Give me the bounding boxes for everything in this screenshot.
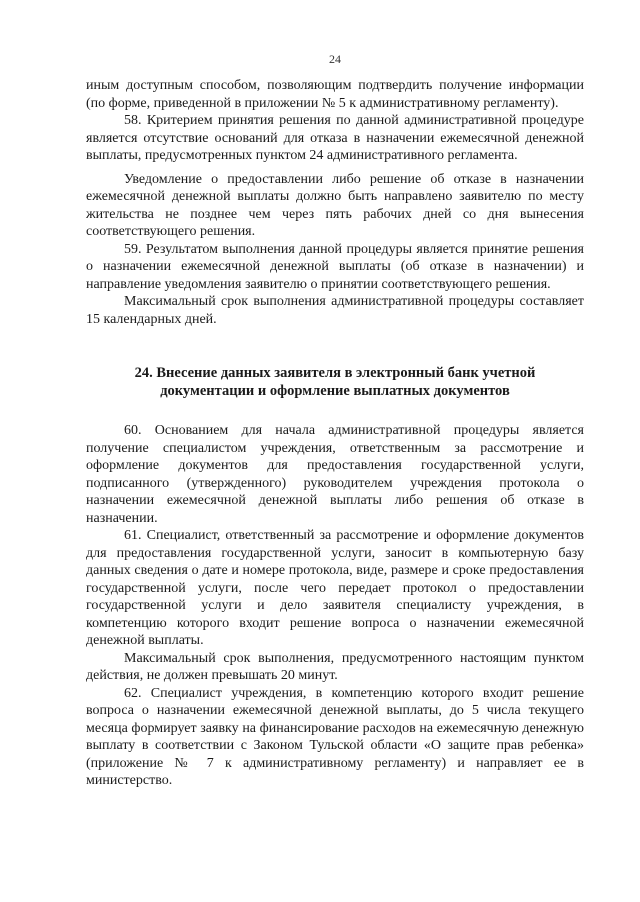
paragraph-59: 59. Результатом выполнения данной процедуры является принятие решения о назначении ежемесячной денежной выплаты (об отказе в назначении) и направление уведомления заявителю о принятии соответствующего решения. bbox=[86, 241, 584, 292]
paragraph-58-notice: Уведомление о предоставлении либо решение об отказе в назначении ежемесячной денежной выплаты должно быть направлено заявителю по месту жительства не позднее чем через пять рабочих дней со дня вынесения соответствующего решения. bbox=[86, 171, 584, 239]
paragraph-60: 60. Основанием для начала административной процедуры является получение специалистом учреждения, ответственным за рассмотрение и оформление документов для предоставления государственной услуги, подписанного (утвержденного) руководителем учреждения протокола о назначении ежемесячной денежной выплаты либо решения об отказе в назначении. bbox=[86, 423, 584, 526]
section-title-line-2: документации и оформление выплатных документов bbox=[160, 383, 510, 399]
paragraph-61: 61. Специалист, ответственный за рассмотрение и оформление документов для предоставления государственной услуги, заносит в компьютерную базу данных сведения о дате и номере протокола, виде, размере и сроке предоставления государственной услуги, после чего передает протокол о предоставлении государственной услуги и дело заявителя специалисту учреждения, в компетенцию которого входит решение вопроса о назначении ежемесячной денежной выплаты. bbox=[86, 528, 584, 648]
document-page bbox=[86, 52, 584, 790]
paragraph-62: 62. Специалист учреждения, в компетенцию которого входит решение вопроса о назначении ежемесячной денежной выплаты, до 5 числа текущего месяца формирует заявку на финансирование расходов на ежемесячную денежную выплату в соответствии с Законом Тульской области «О защите прав ребенка» (приложение № 7 к административному регламенту) и направляет ее в министерство. bbox=[86, 685, 584, 788]
paragraph-continuation: иным доступным способом, позволяющим подтвердить получение информации (по форме, приведенной в приложении № 5 к административному регламенту). bbox=[86, 78, 584, 111]
paragraph-59-deadline: Максимальный срок выполнения административной процедуры составляет 15 календарных дней. bbox=[86, 294, 584, 327]
section-title-line-1: 24. Внесение данных заявителя в электронный банк учетной bbox=[134, 365, 536, 381]
paragraph-61-deadline: Максимальный срок выполнения, предусмотренного настоящим пунктом действия, не должен превышать 20 минут. bbox=[86, 650, 584, 683]
paragraph-58: 58. Критерием принятия решения по данной административной процедуре является отсутствие оснований для отказа в назначении ежемесячной денежной выплаты, предусмотренных пунктом 24 административного регламента. bbox=[86, 113, 584, 163]
section-heading bbox=[86, 364, 584, 400]
page-number: 24 bbox=[329, 52, 341, 66]
